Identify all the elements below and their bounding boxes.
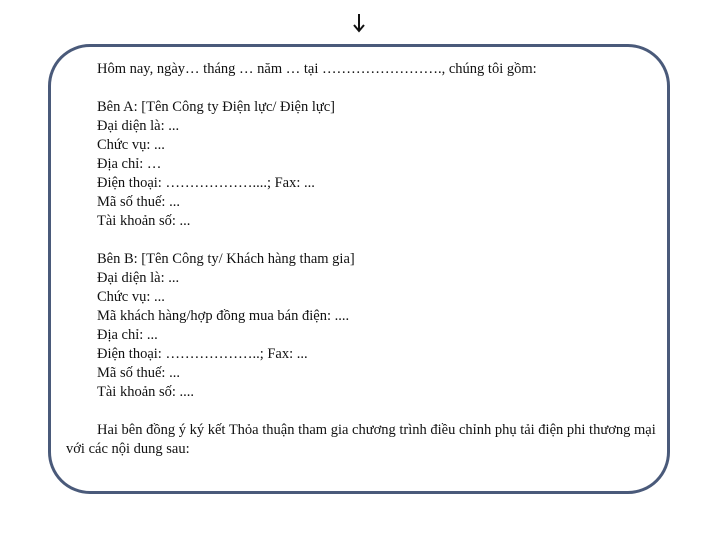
party-a-representative: Đại diện là: ...: [97, 118, 180, 134]
party-a-address: Địa chỉ: …: [97, 156, 162, 172]
party-b-address: Địa chỉ: ...: [97, 327, 158, 343]
party-b-section: [66, 250, 656, 402]
spacer: [66, 79, 656, 98]
party-a-account: Tài khoản số: ...: [97, 213, 191, 229]
party-b-position: Chức vụ: ...: [97, 289, 165, 305]
party-a-section: [66, 98, 656, 231]
party-b-account: Tài khoản số: ....: [97, 384, 195, 400]
party-b-representative: Đại diện là: ...: [97, 270, 180, 286]
closing-paragraph: Hai bên đồng ý ký kết Thỏa thuận tham gia chương trình điều chỉnh phụ tải điện phi thương mại với các nội dung sau:: [66, 422, 656, 457]
party-b-tax-code: Mã số thuế: ...: [97, 365, 180, 381]
arrow-down-icon: [351, 12, 367, 34]
party-a-heading: Bên A: [Tên Công ty Điện lực/ Điện lực]: [97, 99, 336, 115]
spacer: [66, 231, 656, 250]
party-b-customer-code: Mã khách hàng/hợp đồng mua bán điện: ....: [97, 308, 350, 324]
party-b-heading: Bên B: [Tên Công ty/ Khách hàng tham gia]: [97, 251, 355, 267]
party-a-phone-fax: Điện thoại: ………………....; Fax: ...: [97, 175, 315, 191]
spacer: [66, 402, 656, 421]
document-body: [66, 60, 656, 459]
party-a-tax-code: Mã số thuế: ...: [97, 194, 180, 210]
party-a-position: Chức vụ: ...: [97, 137, 165, 153]
intro-line: Hôm nay, ngày… tháng … năm … tại ……………………., chúng tôi gồm:: [97, 61, 537, 77]
party-b-phone-fax: Điện thoại: ………………..; Fax: ...: [97, 346, 308, 362]
